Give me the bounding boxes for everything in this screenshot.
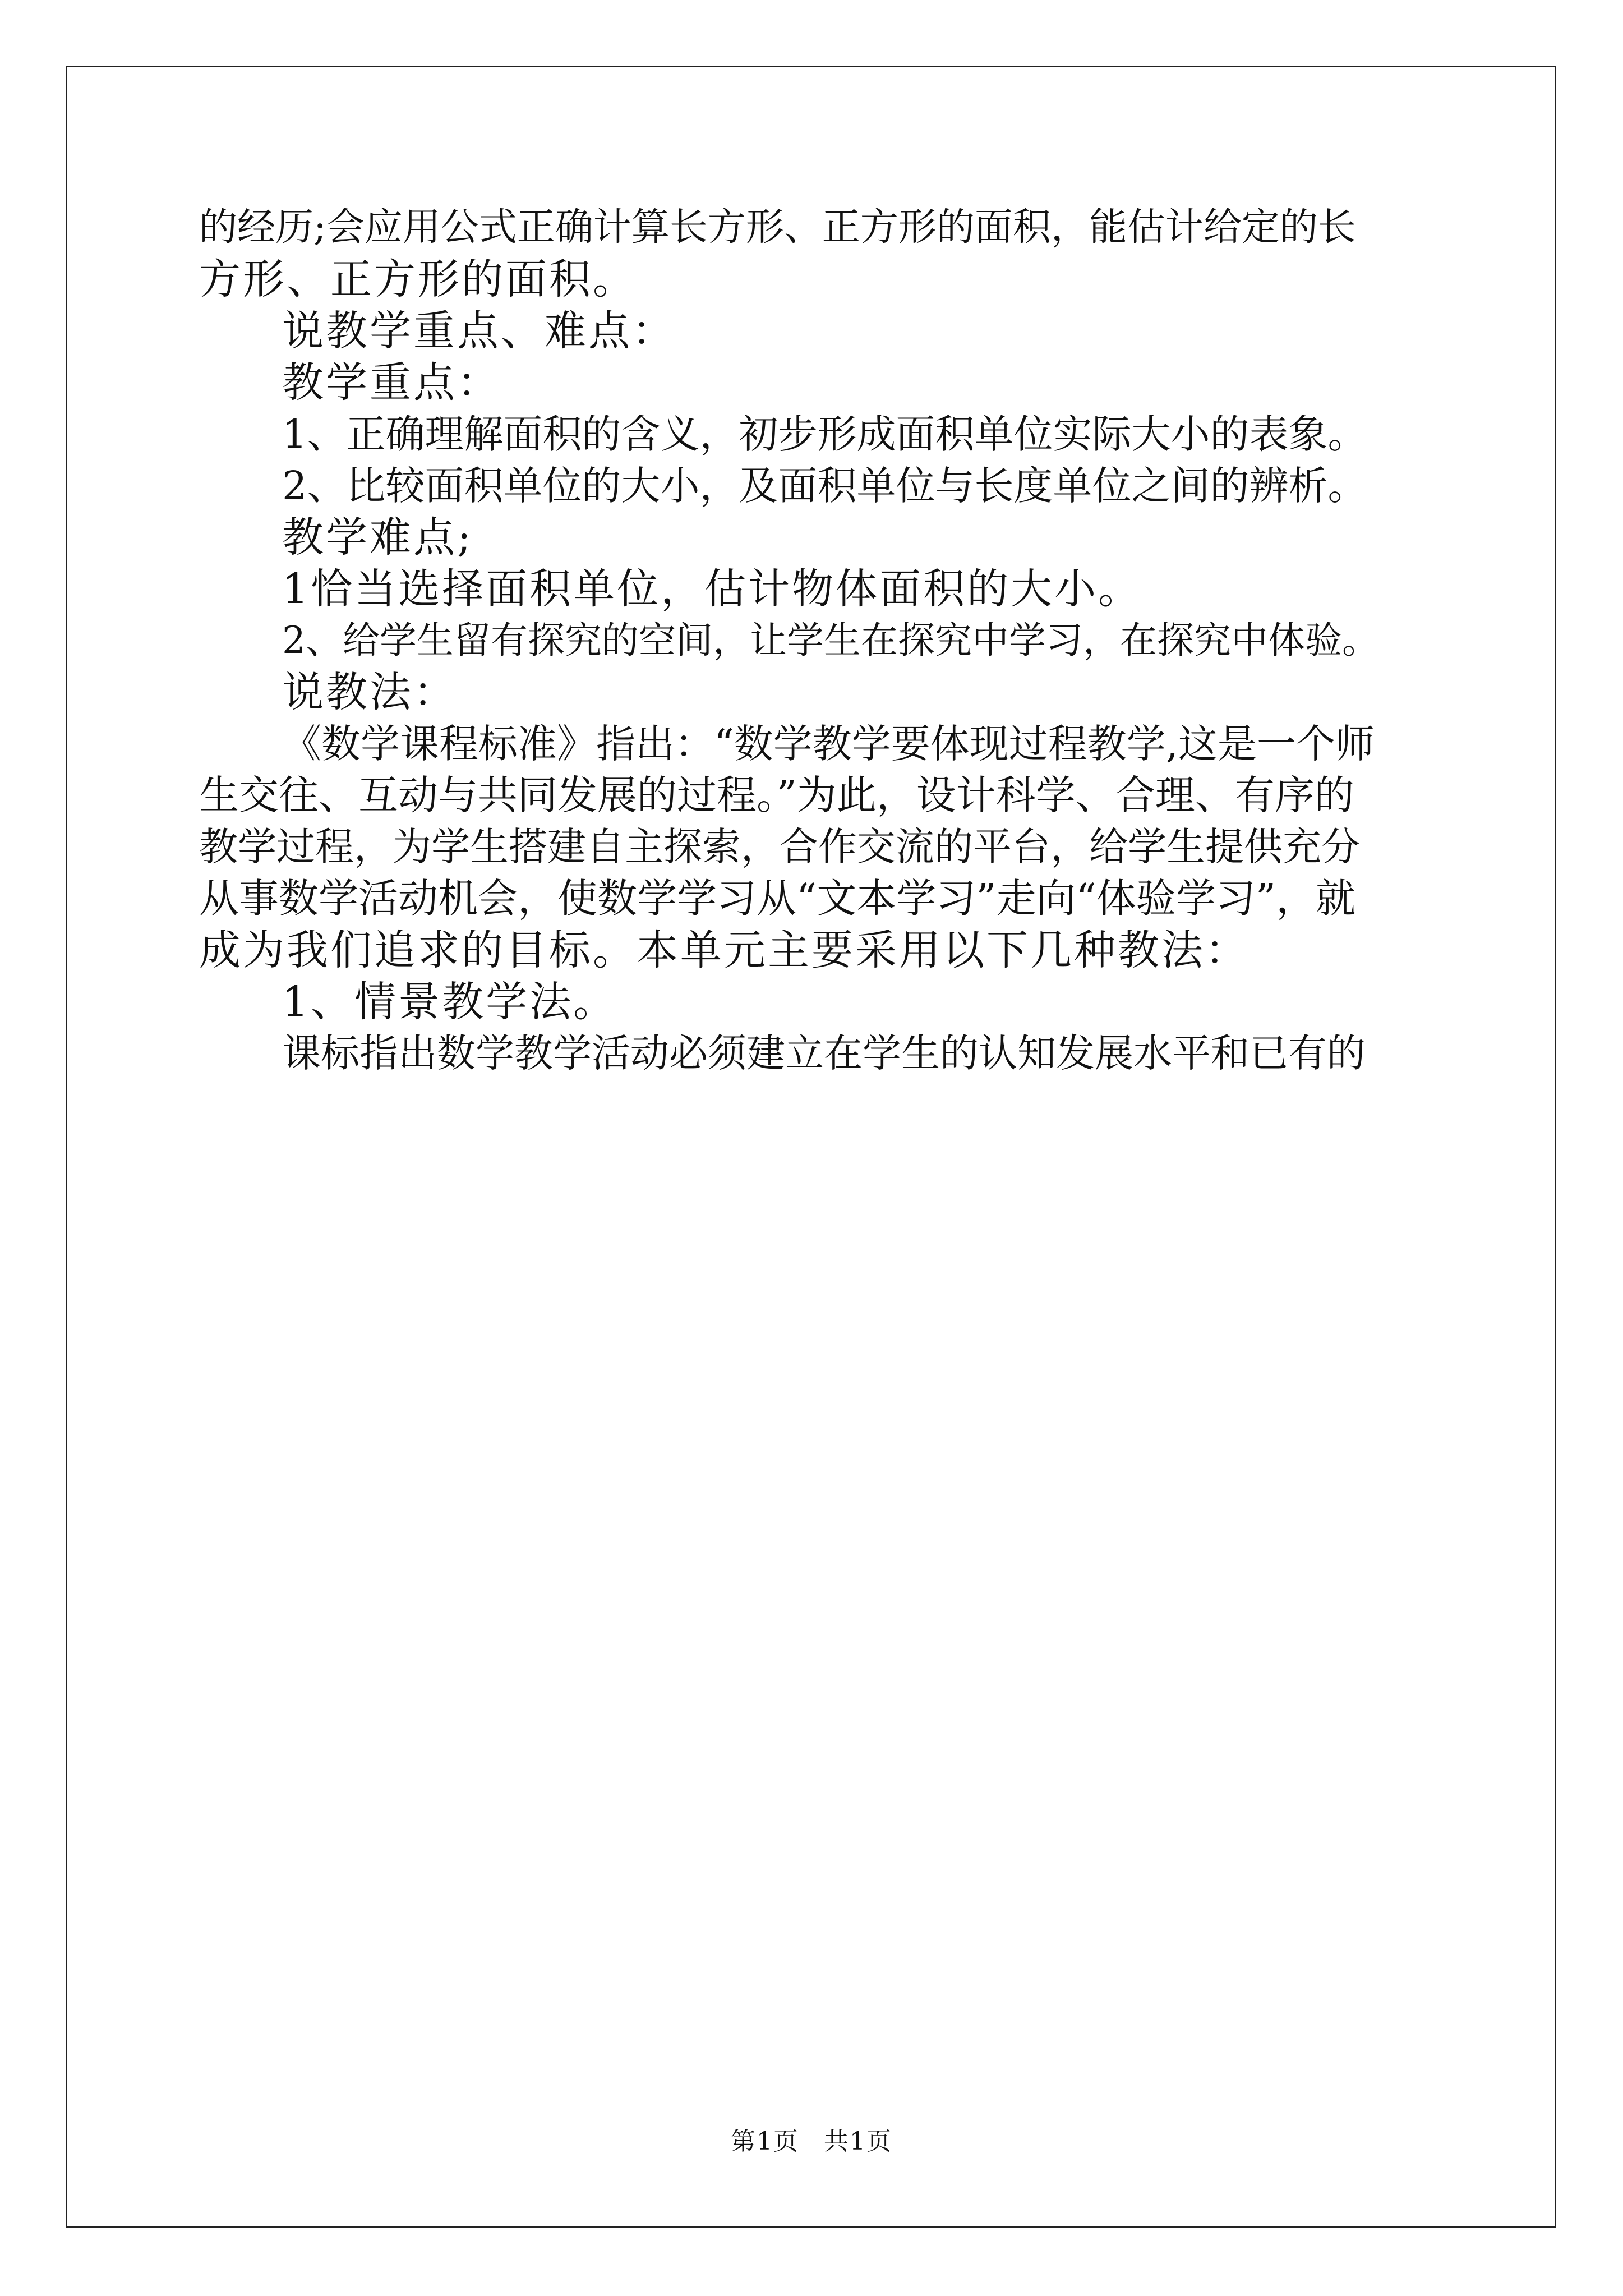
list-item: 2、给学生留有探究的空间，让学生在探究中学习，在探究中体验。: [282, 619, 1379, 662]
paragraph-line: 教学过程，为学生搭建自主探索，合作交流的平台，给学生提供充分: [199, 825, 1360, 869]
list-item: 1恰当选择面积单位，估计物体面积的大小。: [282, 565, 1142, 613]
page-total: 共1页: [824, 2127, 892, 2156]
paragraph-line: 《数学课程标准》指出：“数学教学要体现过程教学,这是一个师: [282, 721, 1375, 767]
paragraph-line: 成为我们追求的目标。本单元主要采用以下几种教法：: [199, 926, 1249, 974]
list-item: 2、比较面积单位的大小，及面积单位与长度单位之间的辨析。: [282, 463, 1367, 509]
page-footer: [0, 2126, 1623, 2157]
page-number: 第1页: [731, 2127, 799, 2156]
subsection-heading: 教学重点：: [282, 358, 501, 407]
document-body: [199, 202, 1433, 1079]
list-item: 1、情景教学法。: [282, 978, 617, 1026]
subsection-heading: 教学难点;: [282, 513, 473, 562]
section-heading: 说教法：: [282, 668, 457, 716]
list-item: 1、正确理解面积的含义，初步形成面积单位实际大小的表象。: [282, 411, 1367, 457]
text-line: 方形、正方形的面积。: [199, 255, 637, 303]
paragraph-line: 从事数学活动机会，使数学学习从“文本学习”走向“体验学习”，就: [199, 875, 1356, 922]
section-heading: 说教学重点、难点：: [282, 307, 676, 355]
paragraph-line: 课标指出数学教学活动必须建立在学生的认知发展水平和已有的: [282, 1031, 1366, 1076]
paragraph-line: 生交往、互动与共同发展的过程。”为此，设计科学、合理、有序的: [199, 772, 1354, 818]
text-line: 的经历;会应用公式正确计算长方形、正方形的面积，能估计给定的长: [199, 205, 1356, 250]
